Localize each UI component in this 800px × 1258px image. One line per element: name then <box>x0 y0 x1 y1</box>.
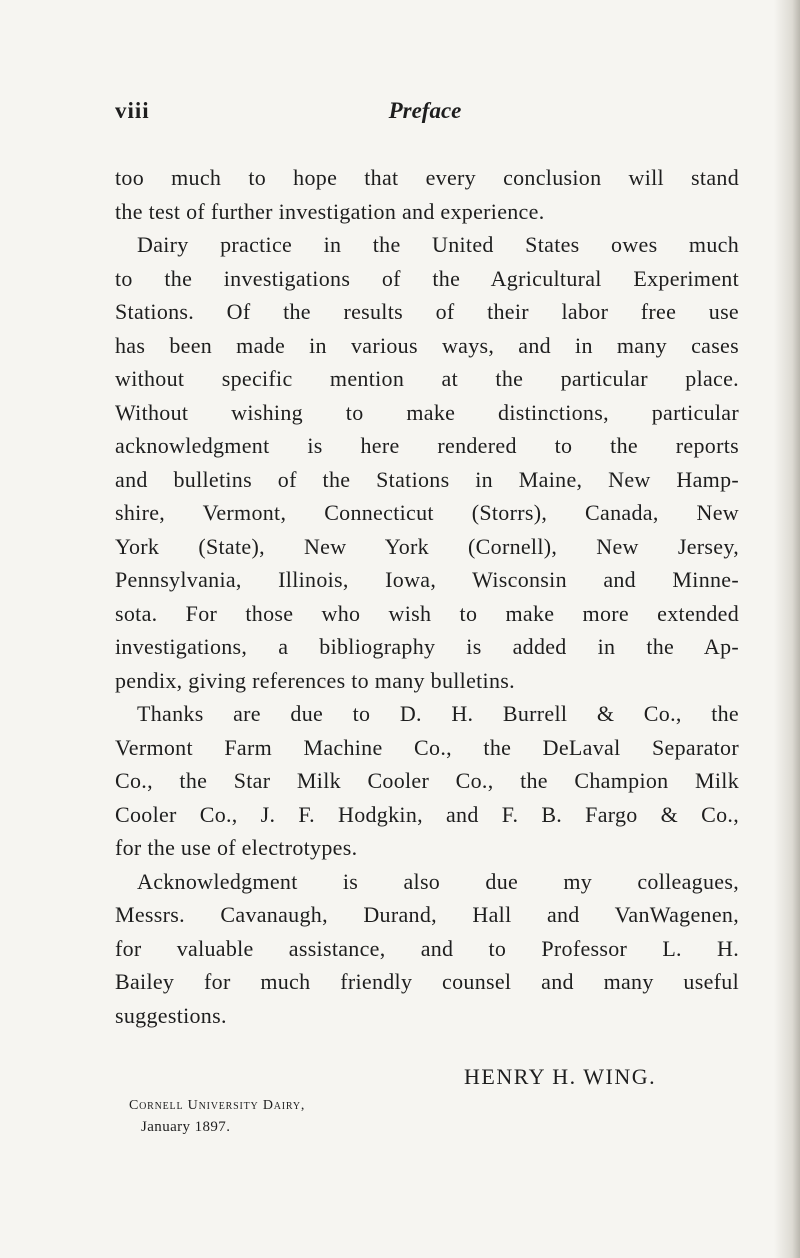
text-line: too much to hope that every conclusion will stand <box>115 165 739 190</box>
text-line: Cooler Co., J. F. Hodgkin, and F. B. Fargo & Co., <box>115 801 739 827</box>
text-line: for valuable assistance, and to Professor L. H. <box>115 935 739 961</box>
text-line: Pennsylvania, Illinois, Iowa, Wisconsin and Minne- <box>115 567 739 592</box>
page-edge-shadow <box>774 0 800 1258</box>
text-line: acknowledgment is here rendered to the reports <box>115 433 739 458</box>
text-line: Messrs. Cavanaugh, Durand, Hall and VanWagenen, <box>115 902 739 927</box>
text-line: has been made in various ways, and in many cases <box>115 332 739 358</box>
text-line: without specific mention at the particular place. <box>115 366 739 391</box>
author-affiliation: Cornell University Dairy, <box>129 1098 306 1113</box>
text-line: the test of further investigation and experience. <box>115 198 545 224</box>
text-line: sota. For those who wish to make more extended <box>115 600 739 626</box>
text-line: York (State), New York (Cornell), New Jersey, <box>115 533 739 559</box>
text-line: investigations, a bibliography is added in the Ap- <box>115 634 739 659</box>
running-title: Preface <box>388 98 462 123</box>
page-number: viii <box>115 98 150 123</box>
text-line: Dairy practice in the United States owes much <box>137 232 739 257</box>
text-line: to the investigations of the Agricultural Experiment <box>115 265 739 291</box>
text-line: shire, Vermont, Connecticut (Storrs), Canada, New <box>115 500 739 525</box>
preface-date: January 1897. <box>141 1119 231 1135</box>
text-line: Without wishing to make distinctions, particular <box>115 399 739 425</box>
author-signature: HENRY H. WING. <box>464 1064 657 1089</box>
text-line: Co., the Star Milk Cooler Co., the Champion Milk <box>115 768 739 793</box>
text-line: Stations. Of the results of their labor free use <box>115 299 739 324</box>
preface-body <box>115 161 739 1032</box>
text-line: Acknowledgment is also due my colleagues, <box>137 868 739 894</box>
text-line: for the use of electrotypes. <box>115 835 358 860</box>
text-line: pendix, giving references to many bulletins. <box>115 667 515 693</box>
text-line: Thanks are due to D. H. Burrell & Co., the <box>137 701 739 726</box>
running-head <box>115 98 735 138</box>
text-line: Bailey for much friendly counsel and many useful <box>115 969 739 994</box>
text-line: and bulletins of the Stations in Maine, New Hamp- <box>115 466 739 492</box>
text-line: suggestions. <box>115 1002 227 1028</box>
text-line: Vermont Farm Machine Co., the DeLaval Separator <box>115 734 739 760</box>
